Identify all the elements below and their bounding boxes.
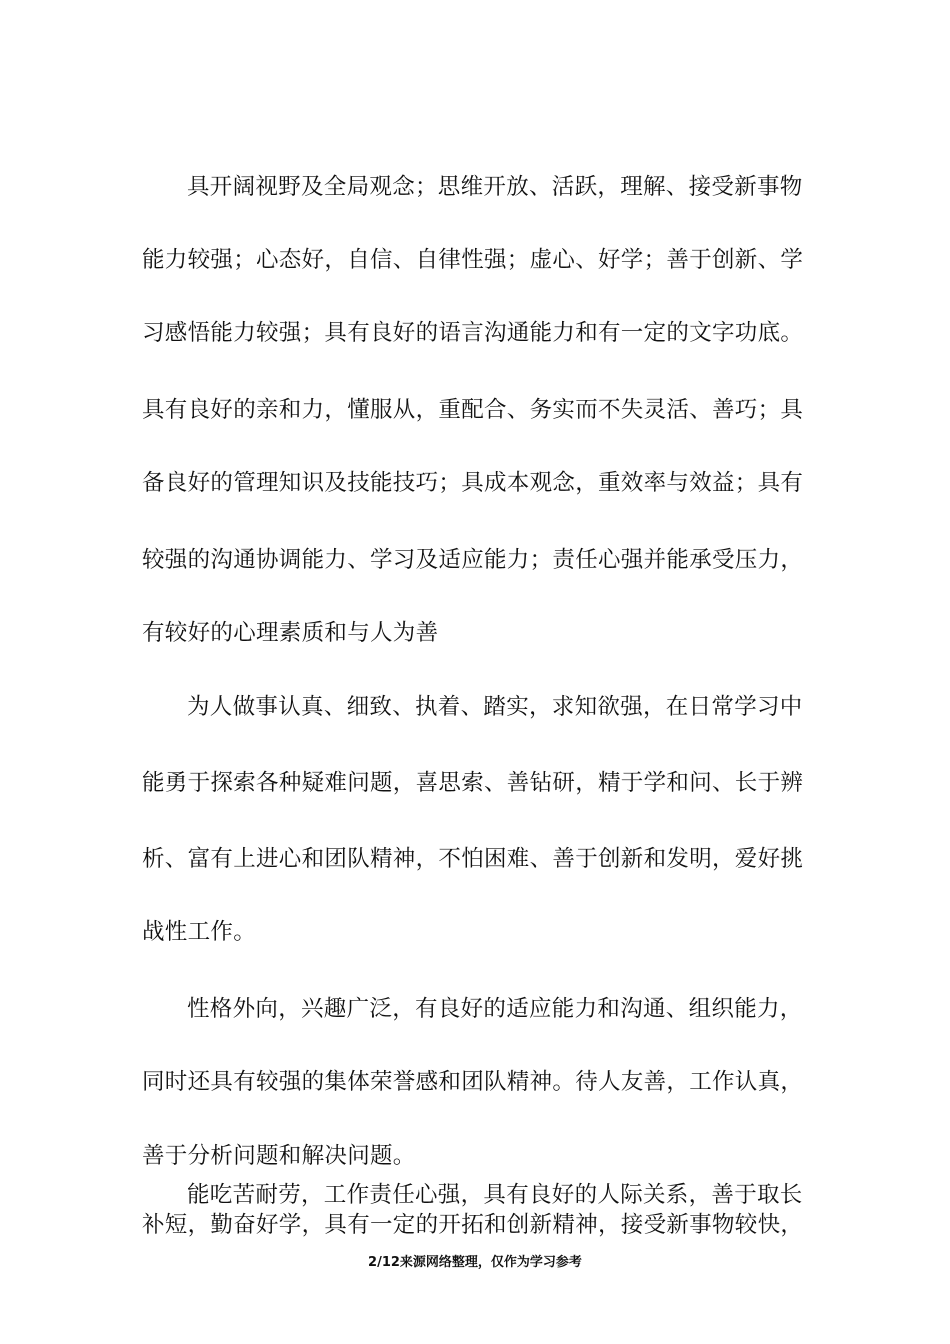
paragraph-1-line-2: 能力较强；心态好，自信、自律性强；虚心、好学；善于创新、学 — [142, 247, 804, 273]
paragraph-4-line-1: 性格外向，兴趣广泛，有良好的适应能力和沟通、组织能力， — [187, 996, 803, 1022]
paragraph-3-line-1: 为人做事认真、细致、执着、踏实，求知欲强，在日常学习中 — [187, 694, 803, 720]
paragraph-1-line-3: 习感悟能力较强；具有良好的语言沟通能力和有一定的文字功底。 — [142, 320, 804, 346]
paragraph-5-line-1: 能吃苦耐劳，工作责任心强，具有良好的人际关系，善于取长 — [187, 1182, 803, 1208]
paragraph-3-line-2: 能勇于探索各种疑难问题，喜思索、善钻研，精于学和问、长于辨 — [142, 770, 804, 796]
paragraph-2-line-3: 较强的沟通协调能力、学习及适应能力；责任心强并能承受压力， — [142, 547, 804, 573]
page-footer: 2/12来源网络整理，仅作为学习参考 — [368, 1255, 582, 1270]
paragraph-5-line-2: 补短，勤奋好学，具有一定的开拓和创新精神，接受新事物较快， — [142, 1212, 804, 1238]
paragraph-3-line-4: 战性工作。 — [142, 919, 257, 945]
paragraph-3-line-3: 析、富有上进心和团队精神，不怕困难、善于创新和发明，爱好挑 — [142, 846, 804, 872]
paragraph-4-line-3: 善于分析问题和解决问题。 — [142, 1143, 416, 1169]
paragraph-2-line-4: 有较好的心理素质和与人为善 — [142, 620, 439, 646]
paragraph-2-line-2: 备良好的管理知识及技能技巧；具成本观念，重效率与效益；具有 — [142, 470, 804, 496]
paragraph-1-line-1: 具开阔视野及全局观念；思维开放、活跃，理解、接受新事物 — [187, 174, 803, 200]
paragraph-2-line-1: 具有良好的亲和力，懂服从，重配合、务实而不失灵活、善巧；具 — [142, 397, 804, 423]
paragraph-4-line-2: 同时还具有较强的集体荣誉感和团队精神。待人友善，工作认真， — [142, 1069, 804, 1095]
